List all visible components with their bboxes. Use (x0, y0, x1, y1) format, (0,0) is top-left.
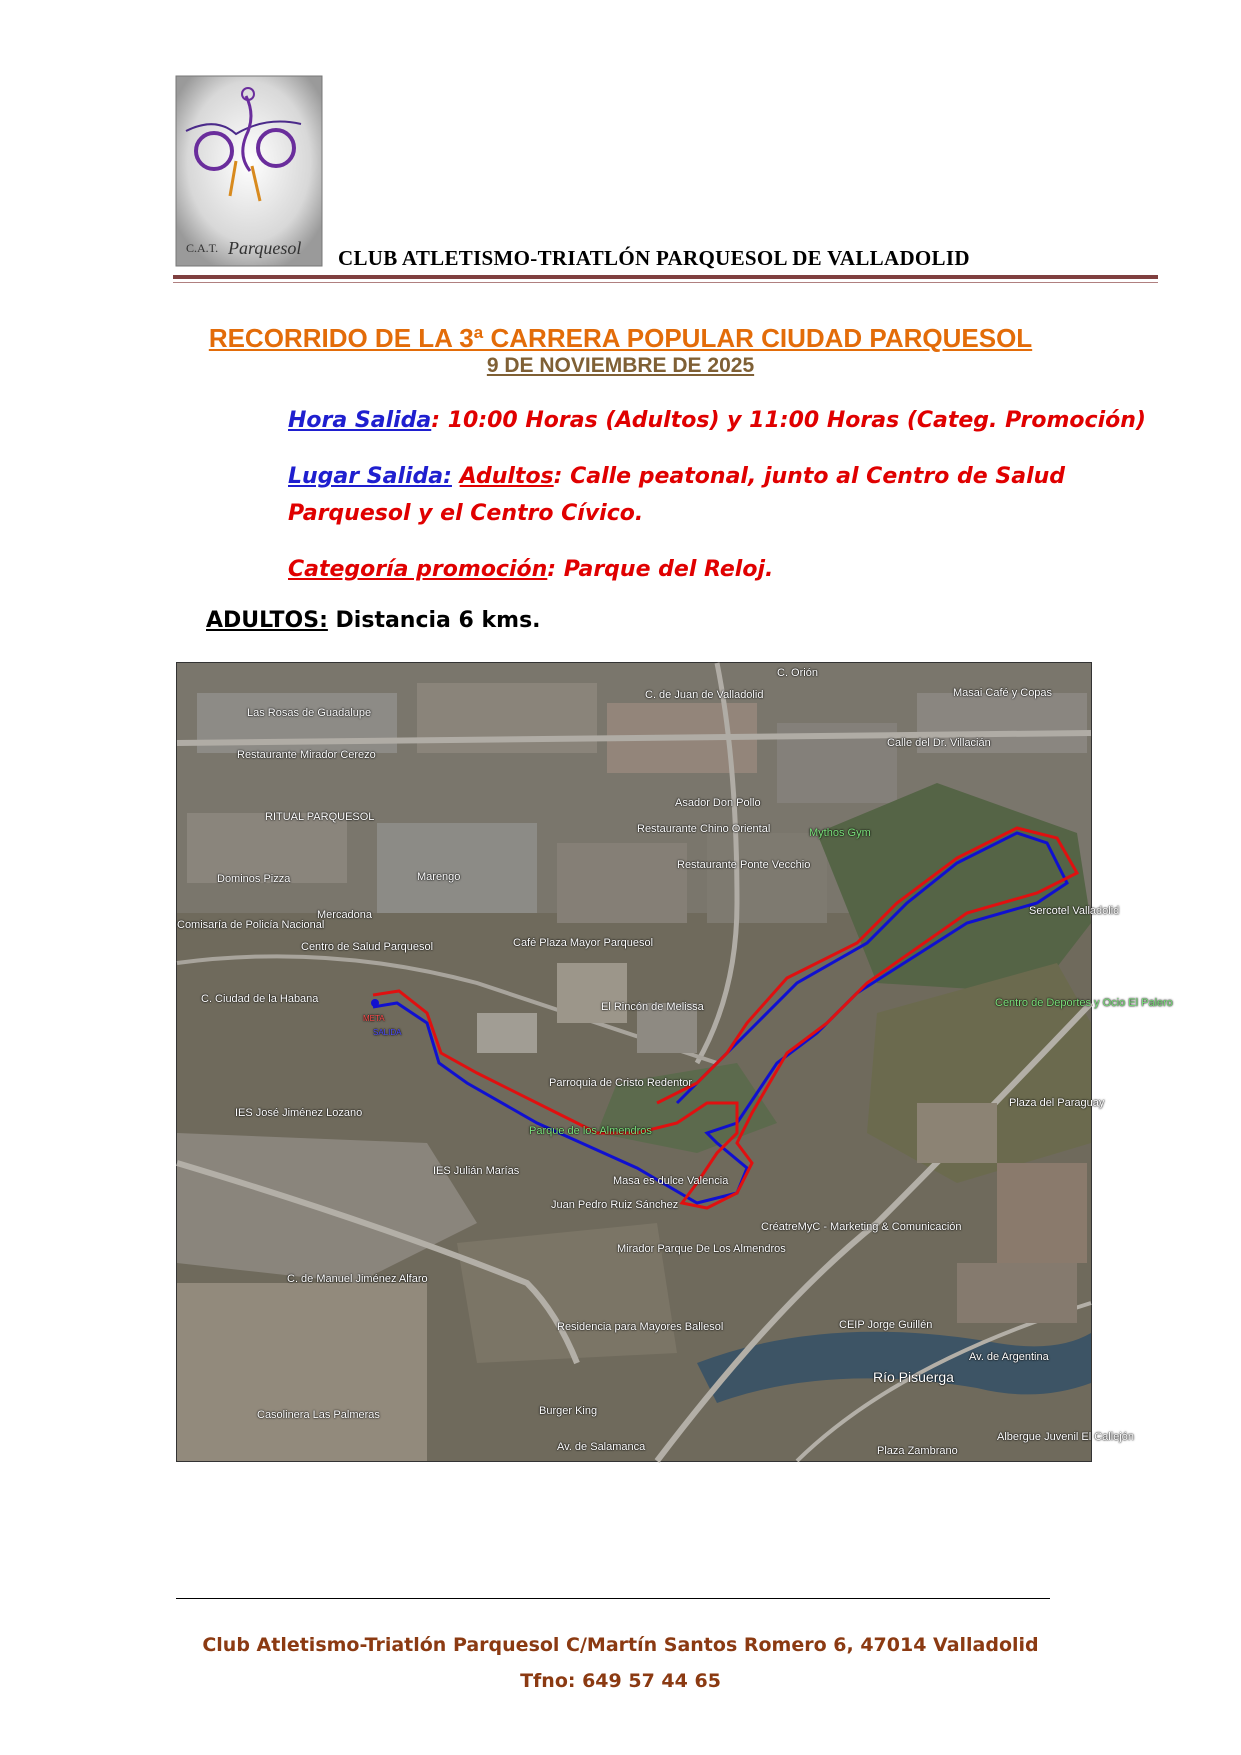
map-label: Parque de los Almendros (529, 1125, 652, 1137)
map-label: Café Plaza Mayor Parquesol (513, 937, 654, 949)
header-divider (173, 275, 1158, 279)
finish-marker-label: META (363, 1014, 385, 1023)
start-place-label: Lugar Salida: (288, 464, 452, 489)
map-label: Sercotel Valladolid (1029, 905, 1120, 917)
map-label: Parroquia de Cristo Redentor (549, 1077, 693, 1089)
map-label: Juan Pedro Ruiz Sánchez (551, 1199, 679, 1211)
promo-line (288, 551, 773, 588)
map-label: Dominos Pizza (217, 873, 291, 885)
start-place-value-2: Parquesol y el Centro Cívico. (288, 501, 644, 526)
map-label: Las Rosas de Guadalupe (247, 707, 372, 719)
map-label: Mythos Gym (809, 827, 871, 839)
route-map (176, 662, 1173, 1462)
map-label: Plaza Zambrano (877, 1445, 958, 1457)
map-label: Av. de Argentina (969, 1351, 1049, 1363)
map-label: Mercadona (317, 909, 373, 921)
map-label: RITUAL PARQUESOL (265, 811, 375, 823)
map-label: C. Ciudad de la Habana (201, 993, 319, 1005)
map-label: Casolinera Las Palmeras (257, 1409, 380, 1421)
adults-value: Distancia 6 kms. (327, 608, 541, 633)
map-label: Centro de Deportes y Ocio El Palero (995, 997, 1173, 1009)
footer-address: Club Atletismo-Triatlón Parquesol C/Martín Santos Romero 6, 47014 Valladolid (202, 1634, 1039, 1656)
map-label: Masai Café y Copas (953, 687, 1053, 699)
header-divider-thin (173, 282, 1158, 283)
map-label: El Rincón de Melissa (601, 1001, 704, 1013)
start-place-line-2 (288, 495, 643, 532)
map-label: Marengo (417, 871, 461, 883)
map-label: Av. de Salamanca (557, 1441, 646, 1453)
map-label: Albergue Juvenil El Callejón (997, 1431, 1134, 1443)
map-label: CréatreMyC - Marketing & Comunicación (761, 1221, 962, 1233)
map-label: Centro de Salud Parquesol (301, 941, 434, 953)
event-date: 9 DE NOVIEMBRE DE 2025 (486, 354, 755, 377)
club-name: CLUB ATLETISMO-TRIATLÓN PARQUESOL DE VALLADOLID (338, 246, 970, 270)
map-label: Masa es dulce Valencia (613, 1175, 729, 1187)
map-label: CEIP Jorge Guillén (839, 1319, 933, 1331)
promo-value: : Parque del Reloj. (547, 557, 774, 582)
start-time-value: : 10:00 Horas (Adultos) y 11:00 Horas (Categ. Promoción) (431, 408, 1146, 433)
footer-divider (176, 1598, 1050, 1599)
logo-text: C.A.T. (186, 241, 219, 255)
map-label: Restaurante Chino Oriental (637, 823, 771, 835)
map-label: Calle del Dr. Villacián (887, 737, 991, 749)
map-label: Residencia para Mayores Ballesol (557, 1321, 724, 1333)
map-label: C. de Manuel Jiménez Alfaro (287, 1273, 428, 1285)
event-title: RECORRIDO DE LA 3ª CARRERA POPULAR CIUDAD PARQUESOL (208, 323, 1033, 353)
route-map-image (177, 663, 1091, 1461)
start-place-adults-label: Adultos (459, 464, 554, 489)
map-label: C. de Juan de Valladolid (645, 689, 764, 701)
start-time-line (288, 402, 1146, 439)
adults-distance (206, 608, 541, 633)
svg-text:Parquesol: Parquesol (228, 238, 302, 258)
map-label: Comisaría de Policía Nacional (177, 919, 325, 931)
map-label: Mirador Parque De Los Almendros (617, 1243, 786, 1255)
club-logo (176, 76, 322, 266)
map-label: Restaurante Ponte Vecchio (677, 859, 811, 871)
footer-phone: Tfno: 649 57 44 65 (520, 1670, 721, 1692)
map-label: C. Orión (777, 667, 818, 679)
promo-label: Categoría promoción (288, 557, 548, 582)
start-marker-label: SALIDA (373, 1028, 402, 1037)
map-label: Restaurante Mirador Cerezo (237, 749, 376, 761)
map-label: Plaza del Paraguay (1009, 1097, 1105, 1109)
map-label: Burger King (539, 1405, 598, 1417)
adults-label: ADULTOS: (206, 608, 328, 633)
map-label: Asador Don Pollo (675, 797, 761, 809)
map-label: IES José Jiménez Lozano (235, 1107, 363, 1119)
start-place-line (288, 458, 1065, 495)
map-label: Río Pisuerga (873, 1369, 954, 1385)
start-place-value-1: : Calle peatonal, junto al Centro de Salud (553, 464, 1066, 489)
start-time-label: Hora Salida (288, 408, 432, 433)
map-label: IES Julián Marías (433, 1165, 520, 1177)
